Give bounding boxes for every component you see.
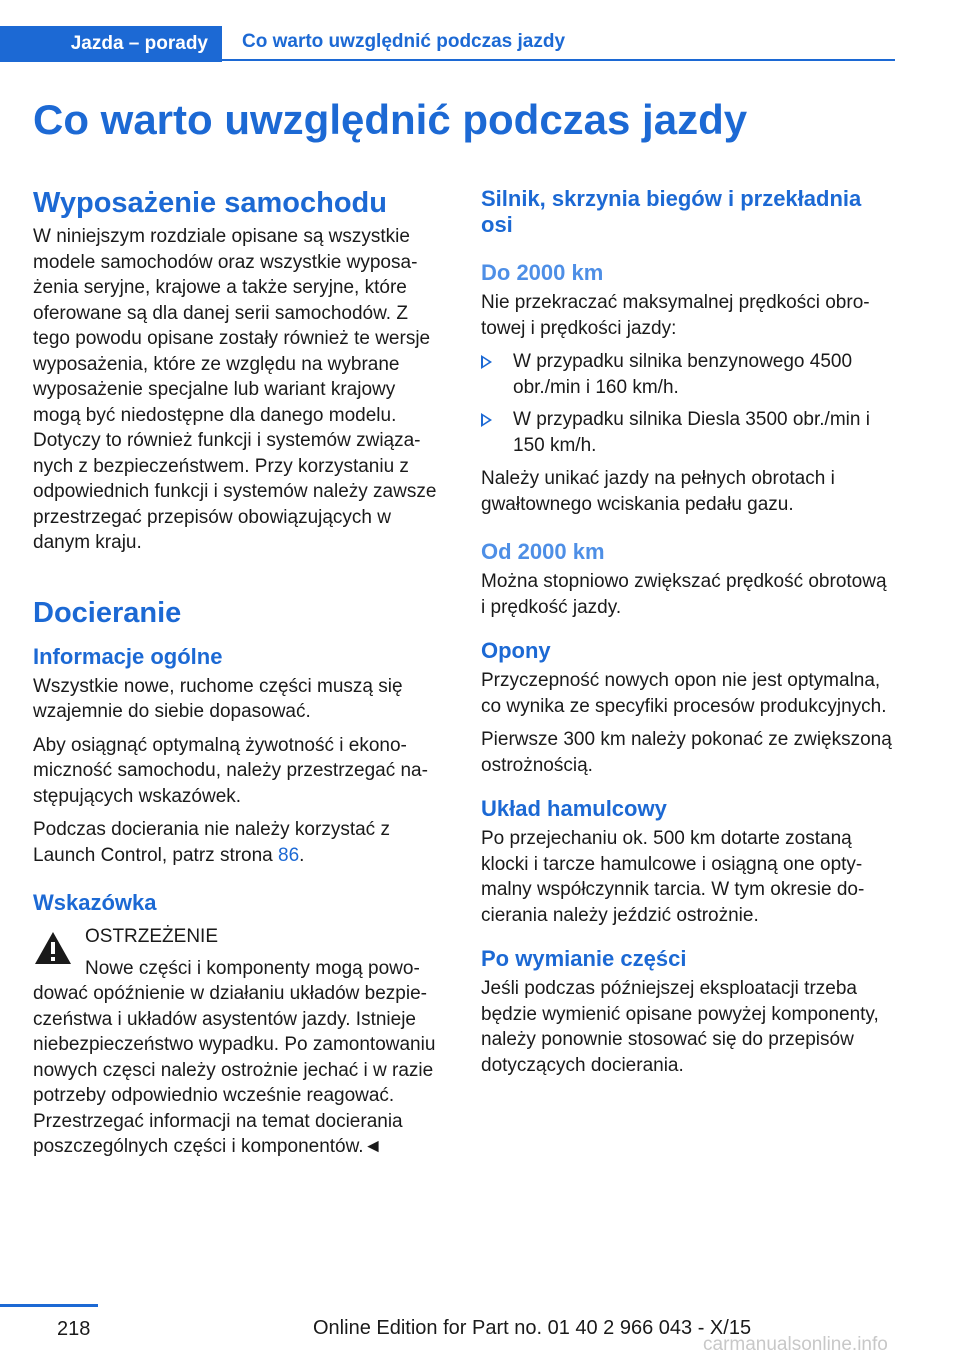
chapter-label: Jazda – porady bbox=[70, 33, 208, 54]
note-heading: Wskazówka bbox=[33, 890, 157, 915]
equipment-heading: Wyposażenie samochodu bbox=[33, 187, 387, 219]
to-2000-heading: Do 2000 km bbox=[481, 260, 604, 285]
right-column bbox=[481, 186, 896, 1086]
watermark: carmanualsonline.info bbox=[703, 1334, 888, 1355]
triangle-bullet-icon bbox=[481, 355, 492, 369]
page-header bbox=[0, 0, 895, 62]
to-2000-text: Nie przekraczać maksymalnej prędkości obrotowej i prędkości jazdy: bbox=[481, 292, 870, 339]
list-item-text: W przypadku silnika benzynowego 4500 obr./min i 160 km/h. bbox=[513, 351, 853, 398]
warning-triangle-icon bbox=[33, 930, 73, 966]
tyres-heading: Opony bbox=[481, 638, 551, 663]
breakin-paragraph-3 bbox=[33, 817, 448, 868]
breakin-paragraph-3-text: Podczas docierania nie należy korzystać z Launch Control, patrz strona bbox=[33, 819, 390, 866]
brakes-heading: Układ hamulcowy bbox=[481, 796, 667, 821]
tyres-paragraph-1: Przyczepność nowych opon nie jest optymalna, co wynika ze specyfiki procesów produkcyjnych. bbox=[481, 670, 887, 717]
breakin-paragraph-3-end: . bbox=[299, 844, 305, 866]
replacement-heading: Po wymianie części bbox=[481, 946, 687, 971]
page-reference-link[interactable]: 86 bbox=[278, 844, 300, 866]
section-label: Co warto uwzględnić podczas jazdy bbox=[242, 31, 566, 52]
to-2000-after: Należy unikać jazdy na pełnych obrotach i gwałtownego wciskania pedału gazu. bbox=[481, 468, 835, 515]
warning-label: OSTRZEŻENIE bbox=[85, 926, 219, 947]
left-column bbox=[33, 186, 448, 1168]
breakin-paragraph-2: Aby osiągnąć optymalną żywotność i ekonomiczność samochodu, należy przestrzegać następujących wskazówek. bbox=[33, 734, 428, 807]
brakes-text: Po przejechaniu ok. 500 km dotarte zostaną klocki i tarcze hamulcowe i osiągną one optymalny współczynnik tarcia. W tym okresie docierania należy jeździć ostrożnie. bbox=[481, 828, 865, 926]
general-info-heading: Informacje ogólne bbox=[33, 643, 223, 669]
list-item bbox=[481, 407, 896, 458]
tyres-paragraph-2: Pierwsze 300 km należy pokonać ze zwiększoną ostrożnością. bbox=[481, 729, 892, 776]
warning-block bbox=[33, 924, 448, 1160]
from-2000-text: Można stopniowo zwiększać prędkość obrotową i prędkość jazdy. bbox=[481, 571, 887, 618]
triangle-bullet-icon bbox=[481, 413, 492, 427]
replacement-text: Jeśli podczas późniejszej eksploatacji trzeba będzie wymienić opisane powyżej komponenty, należy ponownie stosować się do przepisów dotyczących docierania. bbox=[481, 978, 879, 1076]
page-number: 218 bbox=[57, 1318, 91, 1340]
page-title: Co warto uwzględnić podczas jazdy bbox=[33, 96, 748, 143]
edition-note: Online Edition for Part no. 01 40 2 966 043 - X/15 bbox=[313, 1317, 752, 1339]
warning-text: Nowe części i komponenty mogą powodować opóźnienie w działaniu układów bezpieczeństwa i układów asystentów jazdy. Istnieje niebezpieczeństwo wypadku. Po zamontowaniu nowych częsci należy ostrożnie jechać i w razie potrzeby odpowiednio wcześnie reagować. Przestrzegać informacji na temat docierania poszczególnych części i komponentów.◄ bbox=[33, 957, 436, 1157]
list-item bbox=[481, 349, 896, 400]
engine-heading: Silnik, skrzynia biegów i przekładnia osi bbox=[481, 186, 862, 237]
speed-limit-list bbox=[481, 349, 896, 458]
chapter-tab bbox=[0, 26, 222, 62]
equipment-text: W niniejszym rozdziale opisane są wszystkie modele samochodów oraz wszystkie wyposażenia seryjne, krajowe a także seryjne, które oferowane są dla danej serii samochodów. Z tego powodu opisane zostały również te wersje wyposażenia, które ze względu na wybrane wyposażenie specjalne lub wariant krajowy mogą być niedostępne dla danego modelu. Dotyczy to również funkcji i systemów związanych z bezpieczeństwem. Przy korzystaniu z odpowiednich funkcji i systemów należy zawsze przestrzegać przepisów obowiązujących w danym kraju. bbox=[33, 226, 437, 553]
footer-rule bbox=[0, 1304, 98, 1307]
list-item-text: W przypadku silnika Diesla 3500 obr./min i 150 km/h. bbox=[513, 409, 870, 456]
breakin-heading: Docieranie bbox=[33, 596, 182, 629]
header-rule bbox=[222, 59, 895, 61]
from-2000-heading: Od 2000 km bbox=[481, 539, 605, 564]
breakin-paragraph-1: Wszystkie nowe, ruchome części muszą się wzajemnie do siebie dopasować. bbox=[33, 675, 403, 722]
